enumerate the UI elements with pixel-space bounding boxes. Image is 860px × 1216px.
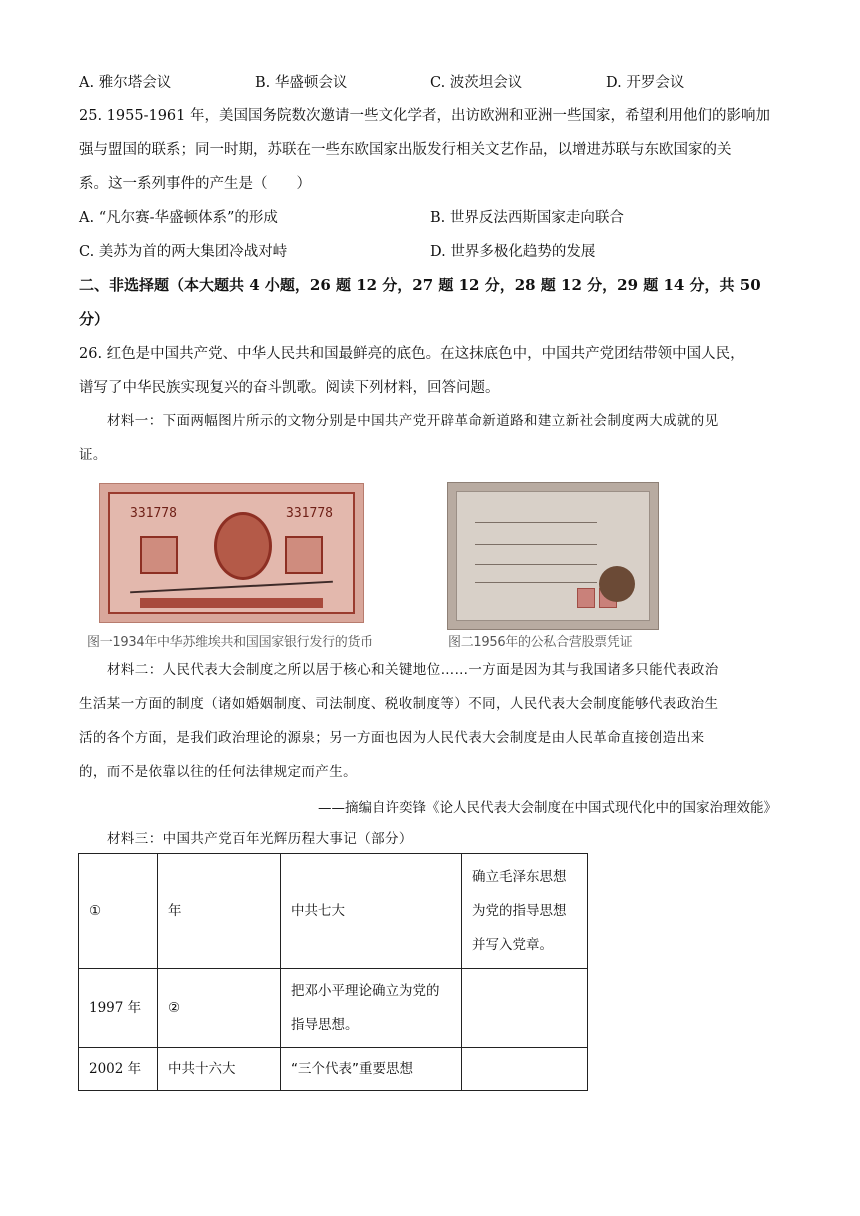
signature-line (130, 581, 333, 594)
q25-stem-line1: 25. 1955-1961 年，美国国务院数次邀请一些文化学者，出访欧洲和亚洲一些国家，希望利用他们的影响加 (79, 108, 770, 124)
q25-stem-line2: 强与盟国的联系；同一时期，苏联在一些东欧国家出版发行相关文艺作品，以增进苏联与东欧国家的关 (79, 142, 732, 158)
denomination-right (285, 536, 323, 574)
banknote-bottom-strip (140, 598, 323, 608)
q26-stem-line1: 26. 红色是中国共产党、中华人民共和国最鲜亮的底色。在这抹底色中，中国共产党团结带领中国人民， (79, 346, 745, 362)
section-heading-line2: 分） (79, 310, 110, 328)
material1-line1: 材料一：下面两幅图片所示的文物分别是中国共产党开辟革命新道路和建立新社会制度两大成就的见 (107, 413, 719, 429)
material3-title: 材料三：中国共产党百年光辉历程大事记（部分） (107, 831, 413, 847)
portrait-icon (214, 512, 272, 580)
table-cell: 把邓小平理论确立为党的指导思想。 (281, 969, 462, 1048)
table-cell: 1997 年 (79, 969, 158, 1048)
q25-stem-line3: 系。这一系列事件的产生是（ ） (79, 176, 311, 192)
q25-option-c[interactable]: C. 美苏为首的两大集团冷战对峙 (79, 244, 288, 260)
table-cell: ② (158, 969, 281, 1048)
table-cell (462, 1048, 588, 1091)
table-row (79, 854, 588, 969)
q24-option-d[interactable]: D. 开罗会议 (606, 75, 685, 91)
q25-option-a[interactable]: A. “凡尔赛-华盛顿体系”的形成 (79, 210, 278, 226)
material2-source: ——摘编自许奕锋《论人民代表大会制度在中国式现代化中的国家治理效能》 (318, 800, 777, 816)
events-table (78, 853, 588, 1091)
table-cell: 中共七大 (281, 854, 462, 969)
round-stamp-icon (599, 566, 635, 602)
table-cell: 中共十六大 (158, 1048, 281, 1091)
q24-option-c[interactable]: C. 波茨坦会议 (430, 75, 523, 91)
q25-option-d[interactable]: D. 世界多极化趋势的发展 (430, 244, 596, 260)
q24-option-b[interactable]: B. 华盛顿会议 (255, 75, 348, 91)
table-cell: “三个代表”重要思想 (281, 1048, 462, 1091)
q25-option-b[interactable]: B. 世界反法西斯国家走向联合 (430, 210, 624, 226)
table-cell: 确立毛泽东思想为党的指导思想并写入党章。 (462, 854, 588, 969)
banknote-serial-left: 331778 (130, 506, 177, 521)
table-row (79, 969, 588, 1048)
q26-stem-line2: 谱写了中华民族实现复兴的奋斗凯歌。阅读下列材料，回答问题。 (79, 380, 500, 396)
material2-line3: 活的各个方面，是我们政治理论的源泉；另一方面也因为人民代表大会制度是由人民革命直接创造出来 (79, 730, 705, 746)
image1-caption: 图一1934年中华苏维埃共和国国家银行发行的货币 (87, 635, 373, 650)
image2-caption: 图二1956年的公私合营股票凭证 (448, 635, 633, 650)
denomination-left (140, 536, 178, 574)
table-cell (462, 969, 588, 1048)
banknote-serial-right: 331778 (286, 506, 333, 521)
table-cell: 年 (158, 854, 281, 969)
material1-line2: 证。 (79, 447, 107, 463)
material2-line4: 的，而不是依靠以往的任何法律规定而产生。 (79, 764, 357, 780)
table-cell: ① (79, 854, 158, 969)
material2-line1: 材料二：人民代表大会制度之所以居于核心和关键地位……一方面是因为其与我国诸多只能代表政治 (107, 662, 719, 678)
table-cell: 2002 年 (79, 1048, 158, 1091)
banknote-image (99, 483, 364, 623)
section-heading-line1: 二、非选择题（本大题共 4 小题，26 题 12 分，27 题 12 分，28 题 12 分，29 题 14 分，共 50 (79, 276, 761, 294)
seal-stamp-icon (577, 588, 595, 608)
share-certificate-image (447, 482, 659, 630)
material2-line2: 生活某一方面的制度（诸如婚姻制度、司法制度、税收制度等）不同，人民代表大会制度能够代表政治生 (79, 696, 719, 712)
table-row (79, 1048, 588, 1091)
q24-option-a[interactable]: A. 雅尔塔会议 (79, 75, 172, 91)
